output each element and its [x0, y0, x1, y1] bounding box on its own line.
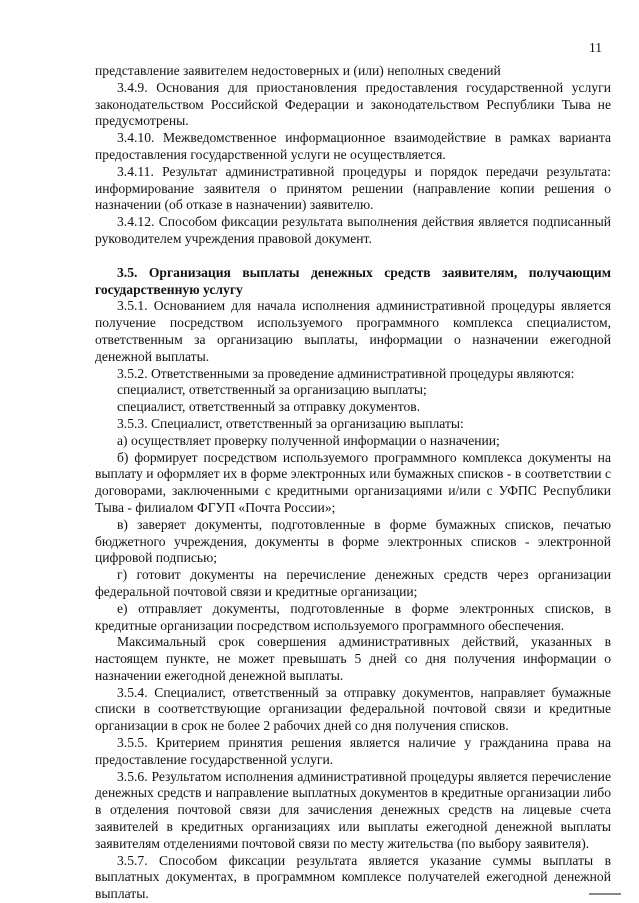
- paragraph: Максимальный срок совершения административных действий, указанных в настоящем пункте, не может превышать 5 дней со дня получения информации о назначении ежегодной денежной выплаты.: [95, 634, 611, 683]
- paragraph: 3.4.11. Результат административной процедуры и порядок передачи результата: информирование заявителя о принятом решении (направление копии решения о назначении (об отказе в назначении) заявителю.: [95, 163, 611, 213]
- paragraph: 3.5.1. Основанием для начала исполнения административной процедуры является получение посредством используемого программного комплекса специалистом, ответственным за организацию выплаты, информации о назначении ежегодной денежной выплаты.: [95, 298, 611, 364]
- paragraph: 3.5.4. Специалист, ответственный за отправку документов, направляет бумажные списки в соответствующие организации федеральной почтовой связи и кредитные организации в срок не более 2 рабочих дней со дня получения списков.: [95, 684, 611, 734]
- page-number: 11: [589, 40, 602, 55]
- list-item: г) готовит документы на перечисление денежных средств через организации федеральной почтовой связи и кредитные организации;: [95, 567, 611, 599]
- section-spacer: [95, 248, 611, 265]
- list-item: а) осуществляет проверку полученной информации о назначении;: [117, 432, 500, 448]
- paragraph: 3.4.12. Способом фиксации результата выполнения действия является подписанный руководителем учреждения правовой документ.: [95, 214, 611, 246]
- list-item: в) заверяет документы, подготовленные в форме бумажных списков, печатью бюджетного учреждения, документы в форме электронных списков - электронной цифровой подписью;: [95, 516, 611, 566]
- paragraph: 3.5.3. Специалист, ответственный за организацию выплаты:: [117, 415, 464, 431]
- paragraph: представление заявителем недостоверных и (или) неполных сведений: [95, 63, 501, 78]
- paragraph: 3.4.10. Межведомственное информационное взаимодействие в рамках варианта предоставления государственной услуги не осуществляется.: [95, 130, 611, 162]
- list-item: б) формирует посредством используемого программного комплекса документы на выплату и оформляет их в форме электронных или бумажных списков - в соответствии с договорами, заключенными с кредитными организациями и/или с УФПС Республики Тыва - филиалом ФГУП «Почта России»;: [95, 449, 611, 515]
- paragraph: специалист, ответственный за отправку документов.: [117, 399, 421, 415]
- paragraph: 3.5.5. Критерием принятия решения является наличие у гражданина права на предоставление государственной услуги.: [95, 735, 611, 767]
- paragraph: 3.5.6. Результатом исполнения административной процедуры является перечисление денежных средств и направление выплатных документов в кредитные организации либо в отделения почтовой связи для зачисления денежных средств на лицевые счета заявителей в кредитных организациях или выплаты ежегодной денежной выплаты заявителям отделениями почтовой связи по месту жительства (по выбору заявителя).: [95, 768, 611, 851]
- paragraph: 3.5.2. Ответственными за проведение административной процедуры являются:: [117, 365, 575, 381]
- list-item: е) отправляет документы, подготовленные в форме электронных списков, в кредитные организации посредством используемого программного обеспечения.: [95, 600, 611, 633]
- scan-artifact: [589, 893, 621, 895]
- paragraph: специалист, ответственный за организацию выплаты;: [117, 382, 427, 398]
- section-heading: 3.5. Организация выплаты денежных средств заявителям, получающим государственную услугу: [95, 264, 611, 297]
- document-body: [95, 63, 611, 903]
- paragraph: 3.5.7. Способом фиксации результата является указание суммы выплаты в выплатных документах, в программном комплексе получателей ежегодной денежной выплаты.: [95, 852, 611, 902]
- paragraph: 3.4.9. Основания для приостановления предоставления государственной услуги законодательством Российской Федерации и законодательством Республики Тыва не предусмотрены.: [95, 79, 611, 129]
